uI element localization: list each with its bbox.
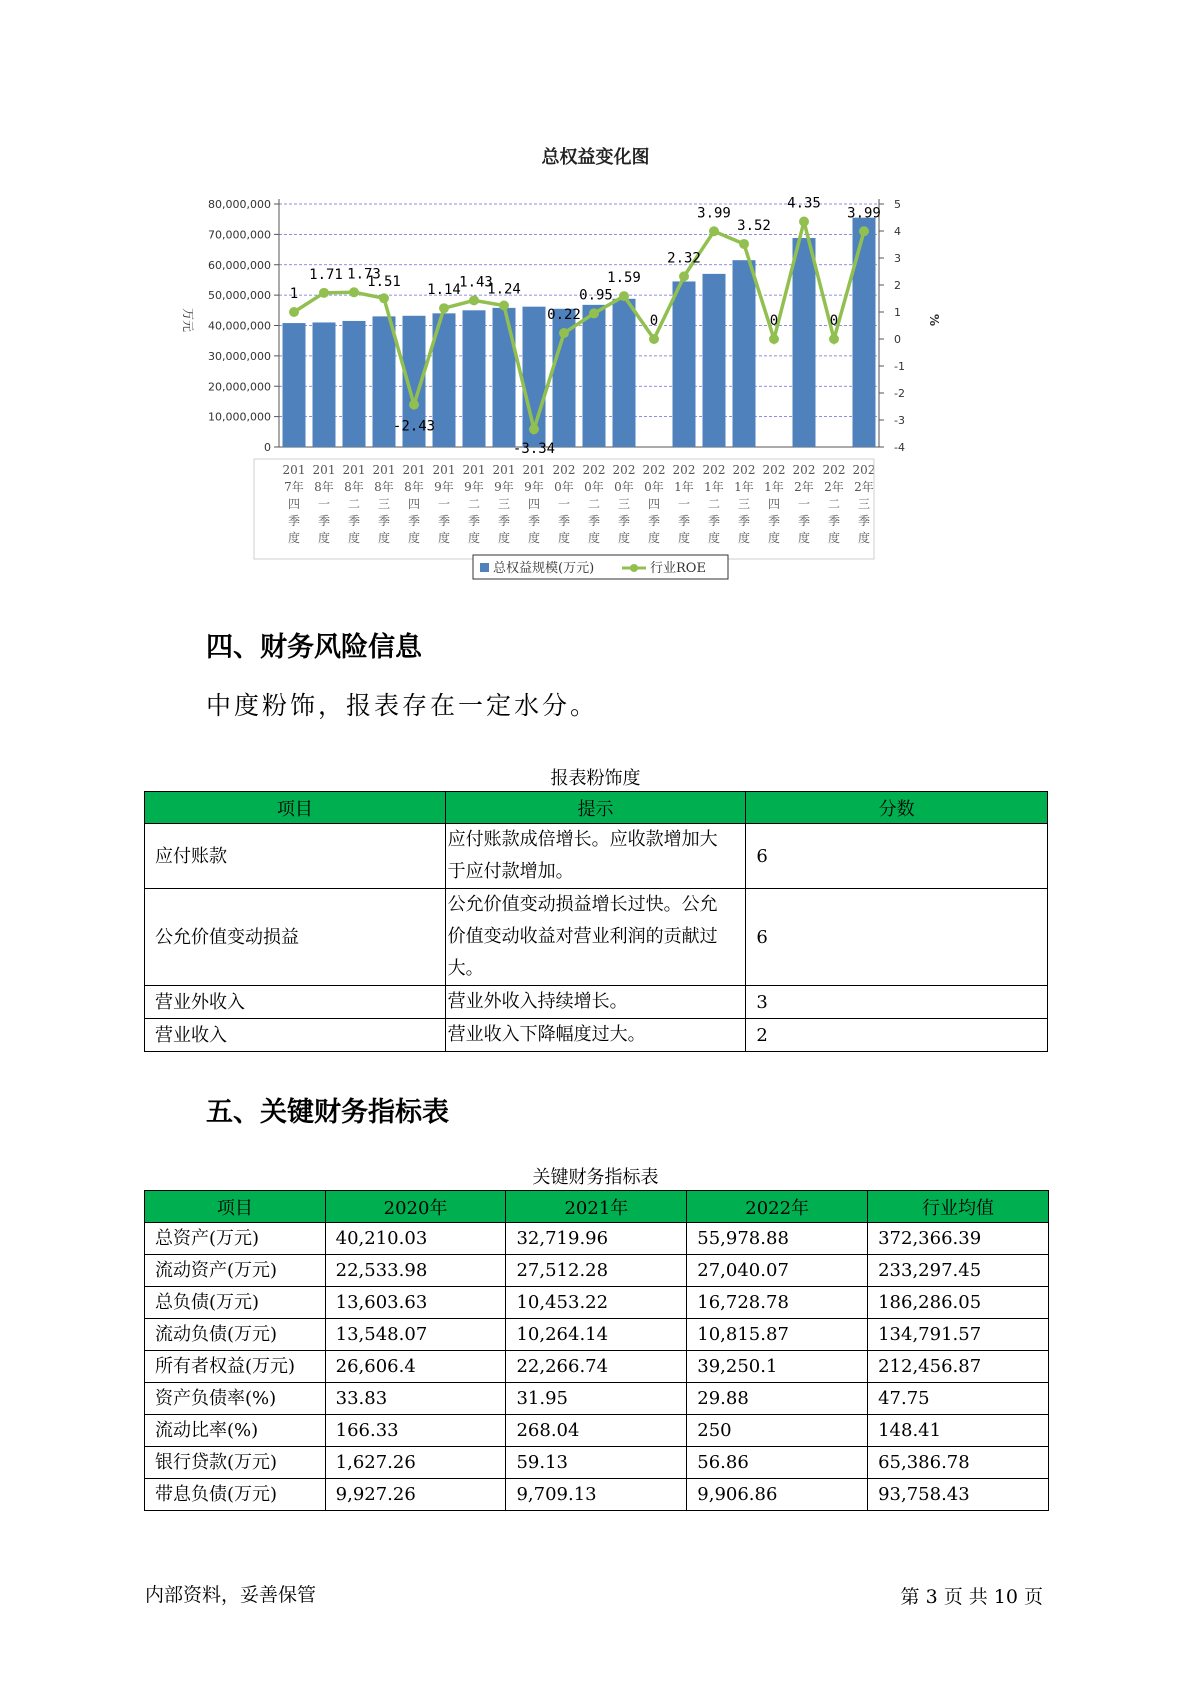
y-axis-title: 万元 [181,307,195,333]
table-row [145,1019,1048,1052]
x-tick-label: 202 [762,463,786,477]
row-value: 29.88 [687,1383,868,1415]
roe-point [769,334,779,344]
x-tick-label: 一 [317,497,331,511]
row-value: 26,606.4 [325,1351,506,1383]
roe-point [379,293,389,303]
data-label: 1.51 [367,274,401,291]
row-value: 10,264.14 [506,1319,687,1351]
table-row [145,1319,1049,1351]
row-tip: 营业收入下降幅度过大。 [445,1019,746,1052]
x-tick-label: 1年 [734,480,754,494]
x-tick-label: 二 [707,497,721,511]
x-tick-label: 202 [822,463,846,477]
bar [493,308,516,447]
x-tick-label: 一 [557,497,571,511]
x-tick-label: 度 [527,531,541,545]
row-value: 33.83 [325,1383,506,1415]
x-tick-label: 8年 [344,480,364,494]
table-row [145,1255,1049,1287]
header-industry-avg: 行业均值 [868,1191,1049,1223]
row-tip: 营业外收入持续增长。 [445,986,746,1019]
x-tick-label: 0年 [584,480,604,494]
y2-tick-label: 0 [894,333,901,346]
y-tick-label: 60,000,000 [208,258,271,272]
x-tick-label: 季 [437,514,451,528]
roe-point [859,226,869,236]
table-row [145,1351,1049,1383]
row-value: 9,709.13 [506,1479,687,1511]
x-tick-label: 度 [707,531,721,545]
x-tick-label: 二 [347,497,361,511]
roe-point [619,291,629,301]
x-tick-label: 季 [317,514,331,528]
table-row [145,986,1048,1019]
row-item: 总负债(万元) [145,1287,326,1319]
y2-tick-label: -4 [894,441,905,454]
x-tick-label: 四 [767,497,781,511]
x-tick-label: 度 [377,531,391,545]
x-tick-label: 202 [672,463,696,477]
data-label: 0 [829,313,839,329]
row-value: 47.75 [868,1383,1049,1415]
y-tick-label: 10,000,000 [208,410,271,424]
data-label: 1.14 [427,282,461,299]
row-item: 营业收入 [145,1019,446,1052]
row-value: 1,627.26 [325,1447,506,1479]
row-value: 250 [687,1415,868,1447]
y2-tick-label: -3 [894,414,905,427]
data-label: 0.95 [579,287,613,304]
table-row [145,1287,1049,1319]
row-value: 16,728.78 [687,1287,868,1319]
x-tick-label: 度 [437,531,451,545]
x-tick-label: 一 [797,497,811,511]
x-tick-label: 9年 [524,480,544,494]
data-label: 1 [289,286,299,302]
x-tick-label: 202 [732,463,756,477]
roe-point [589,308,599,318]
row-item: 带息负债(万元) [145,1479,326,1511]
table1-caption: 报表粉饰度 [550,768,641,789]
data-label: 0 [769,313,779,329]
x-tick-label: 2年 [794,480,814,494]
x-tick-label: 季 [287,514,301,528]
x-tick-label: 度 [407,531,421,545]
y-tick-label: 70,000,000 [208,228,271,242]
confidential-note: 内部资料，妥善保管 [145,1584,317,1606]
x-tick-label: 四 [527,497,541,511]
window-dressing-table [144,791,1048,1052]
x-tick-label: 8年 [374,480,394,494]
x-tick-label: 202 [642,463,666,477]
x-tick-label: 202 [852,463,876,477]
row-value: 13,548.07 [325,1319,506,1351]
row-score: 6 [746,824,1048,889]
row-item: 银行贷款(万元) [145,1447,326,1479]
data-label: 1.71 [309,266,343,283]
row-value: 134,791.57 [868,1319,1049,1351]
roe-point [829,334,839,344]
header-2020: 2020年 [325,1191,506,1223]
row-value: 10,815.87 [687,1319,868,1351]
x-tick-label: 四 [287,497,301,511]
roe-point [529,424,539,434]
row-value: 32,719.96 [506,1223,687,1255]
legend-bar-label: 总权益规模(万元) [493,561,595,576]
row-value: 55,978.88 [687,1223,868,1255]
bar [673,281,696,447]
page-number: 第 3 页 共 10 页 [900,1586,1043,1608]
bar [853,218,876,447]
row-value: 13,603.63 [325,1287,506,1319]
x-tick-label: 一 [677,497,691,511]
x-tick-label: 季 [857,514,871,528]
legend-line-label: 行业ROE [650,561,706,576]
x-tick-label: 2年 [854,480,874,494]
header-2021: 2021年 [506,1191,687,1223]
roe-point [439,303,449,313]
row-value: 65,386.78 [868,1447,1049,1479]
roe-point [799,217,809,227]
x-tick-label: 201 [462,463,486,477]
y-tick-label: 80,000,000 [208,198,271,211]
bar [283,323,306,447]
roe-point [649,334,659,344]
table-row [145,1447,1049,1479]
row-score: 6 [746,889,1048,986]
x-tick-label: 201 [432,463,456,477]
x-tick-label: 二 [587,497,601,511]
x-tick-label: 0年 [614,480,634,494]
roe-point [289,307,299,317]
roe-point [709,226,719,236]
data-label: 1.24 [487,281,521,298]
row-item: 流动资产(万元) [145,1255,326,1287]
x-tick-label: 201 [372,463,396,477]
row-score: 3 [746,986,1048,1019]
x-tick-label: 度 [557,531,571,545]
row-item: 资产负债率(%) [145,1383,326,1415]
roe-point [409,400,419,410]
y-tick-label: 20,000,000 [208,380,271,394]
row-value: 22,533.98 [325,1255,506,1287]
x-tick-label: 三 [857,497,871,511]
x-tick-label: 度 [617,531,631,545]
row-value: 39,250.1 [687,1351,868,1383]
row-value: 268.04 [506,1415,687,1447]
x-tick-label: 度 [797,531,811,545]
row-tip: 公允价值变动损益增长过快。公允价值变动收益对营业利润的贡献过大。 [445,889,746,986]
x-tick-label: 2年 [824,480,844,494]
table-row [145,1223,1049,1255]
x-tick-label: 季 [467,514,481,528]
legend-bar-swatch [480,563,489,572]
row-value: 372,366.39 [868,1223,1049,1255]
section5-heading: 五、关键财务指标表 [206,1097,449,1128]
row-tip: 应付账款成倍增长。应收款增加大于应付款增加。 [445,824,746,889]
row-value: 9,906.86 [687,1479,868,1511]
data-label: 1.59 [607,270,641,287]
data-label: 3.99 [847,205,881,222]
x-tick-label: 1年 [704,480,724,494]
x-tick-label: 度 [647,531,661,545]
x-tick-label: 9年 [464,480,484,494]
x-tick-label: 7年 [284,480,304,494]
y2-tick-label: 2 [894,279,901,292]
bar [793,238,816,447]
x-tick-label: 201 [312,463,336,477]
data-label: 0.22 [547,307,581,324]
section4-heading: 四、财务风险信息 [206,632,422,663]
x-tick-label: 202 [612,463,636,477]
x-tick-label: 9年 [434,480,454,494]
row-value: 56.86 [687,1447,868,1479]
x-tick-label: 201 [492,463,516,477]
row-item: 所有者权益(万元) [145,1351,326,1383]
y2-tick-label: 5 [894,198,901,211]
x-tick-label: 季 [527,514,541,528]
data-label: 2.32 [667,250,701,267]
row-score: 2 [746,1019,1048,1052]
y-tick-label: 30,000,000 [208,349,271,363]
x-tick-label: 季 [737,514,751,528]
x-tick-label: 三 [377,497,391,511]
x-tick-label: 季 [347,514,361,528]
header-score: 分数 [746,792,1048,824]
x-tick-label: 季 [647,514,661,528]
x-tick-label: 1年 [764,480,784,494]
equity-chart [170,170,970,590]
row-value: 9,927.26 [325,1479,506,1511]
table-row [145,889,1048,986]
data-label: 0 [649,313,659,329]
x-tick-label: 季 [497,514,511,528]
roe-point [469,295,479,305]
header-tip: 提示 [445,792,746,824]
row-value: 93,758.43 [868,1479,1049,1511]
table-row [145,1479,1049,1511]
legend-line-marker [630,564,638,572]
bar [583,305,606,447]
x-tick-label: 三 [497,497,511,511]
x-tick-label: 202 [582,463,606,477]
roe-point [349,287,359,297]
x-tick-label: 季 [377,514,391,528]
row-item: 流动负债(万元) [145,1319,326,1351]
x-tick-label: 季 [797,514,811,528]
y-tick-label: 40,000,000 [208,319,271,333]
x-tick-label: 201 [342,463,366,477]
y2-tick-label: -2 [894,387,905,400]
data-label: 4.35 [787,195,821,212]
row-value: 31.95 [506,1383,687,1415]
x-tick-label: 四 [647,497,661,511]
row-value: 22,266.74 [506,1351,687,1383]
roe-point [559,328,569,338]
data-label: -2.43 [392,418,436,435]
x-tick-label: 度 [857,531,871,545]
y2-tick-label: -1 [894,360,905,373]
y2-tick-label: 1 [894,306,901,319]
data-label: 3.52 [737,217,771,234]
bar [313,322,336,447]
table2-caption: 关键财务指标表 [532,1167,659,1188]
y-tick-label: 50,000,000 [208,289,271,303]
header-item: 项目 [145,1191,326,1223]
row-value: 40,210.03 [325,1223,506,1255]
x-tick-label: 0年 [644,480,664,494]
row-value: 186,286.05 [868,1287,1049,1319]
y2-tick-label: 3 [894,252,901,265]
y-tick-label: 0 [264,441,271,454]
x-tick-label: 1年 [674,480,694,494]
header-item: 项目 [145,792,446,824]
bar [343,321,366,447]
x-tick-label: 度 [287,531,301,545]
row-value: 59.13 [506,1447,687,1479]
x-tick-label: 度 [737,531,751,545]
x-tick-label: 季 [617,514,631,528]
x-tick-label: 度 [347,531,361,545]
roe-point [679,271,689,281]
x-tick-label: 度 [827,531,841,545]
roe-point [499,301,509,311]
key-indicators-table [144,1190,1049,1511]
x-tick-label: 二 [827,497,841,511]
roe-point [319,288,329,298]
x-tick-label: 0年 [554,480,574,494]
chart-title: 总权益变化图 [541,147,650,168]
row-item: 总资产(万元) [145,1223,326,1255]
bar [463,310,486,447]
table-row [145,1415,1049,1447]
header-2022: 2022年 [687,1191,868,1223]
row-item: 公允价值变动损益 [145,889,446,986]
x-tick-label: 度 [767,531,781,545]
roe-point [739,239,749,249]
x-tick-label: 三 [737,497,751,511]
x-tick-label: 9年 [494,480,514,494]
x-tick-label: 202 [552,463,576,477]
table-row [145,824,1048,889]
x-tick-label: 201 [402,463,426,477]
x-tick-label: 季 [587,514,601,528]
x-tick-label: 度 [497,531,511,545]
table-header-row [145,1191,1049,1223]
data-label: 3.99 [697,205,731,222]
x-tick-label: 季 [677,514,691,528]
x-tick-label: 201 [282,463,306,477]
y2-axis-title: % [927,313,941,327]
row-value: 27,512.28 [506,1255,687,1287]
x-tick-label: 201 [522,463,546,477]
row-value: 27,040.07 [687,1255,868,1287]
bar [733,260,756,447]
x-tick-label: 度 [467,531,481,545]
row-value: 233,297.45 [868,1255,1049,1287]
data-label: 1.73 [347,266,381,283]
x-tick-label: 二 [467,497,481,511]
row-item: 流动比率(%) [145,1415,326,1447]
bar [613,299,636,447]
row-item: 营业外收入 [145,986,446,1019]
x-tick-label: 四 [407,497,421,511]
row-value: 148.41 [868,1415,1049,1447]
x-tick-label: 度 [677,531,691,545]
risk-summary: 中度粉饰，报表存在一定水分。 [206,691,599,720]
table-header-row [145,792,1048,824]
x-tick-label: 季 [557,514,571,528]
table-row [145,1383,1049,1415]
x-tick-label: 8年 [404,480,424,494]
x-tick-label: 季 [407,514,421,528]
bar [703,274,726,447]
x-tick-label: 202 [792,463,816,477]
row-value: 166.33 [325,1415,506,1447]
x-tick-label: 8年 [314,480,334,494]
row-item: 应付账款 [145,824,446,889]
x-tick-label: 度 [317,531,331,545]
row-value: 10,453.22 [506,1287,687,1319]
x-tick-label: 季 [827,514,841,528]
x-tick-label: 度 [587,531,601,545]
row-value: 212,456.87 [868,1351,1049,1383]
data-label: 1.43 [459,274,493,291]
data-label: -3.34 [512,441,556,458]
x-tick-label: 季 [767,514,781,528]
y2-tick-label: 4 [894,225,901,238]
x-tick-label: 三 [617,497,631,511]
x-tick-label: 季 [707,514,721,528]
x-tick-label: 202 [702,463,726,477]
x-tick-label: 一 [437,497,451,511]
